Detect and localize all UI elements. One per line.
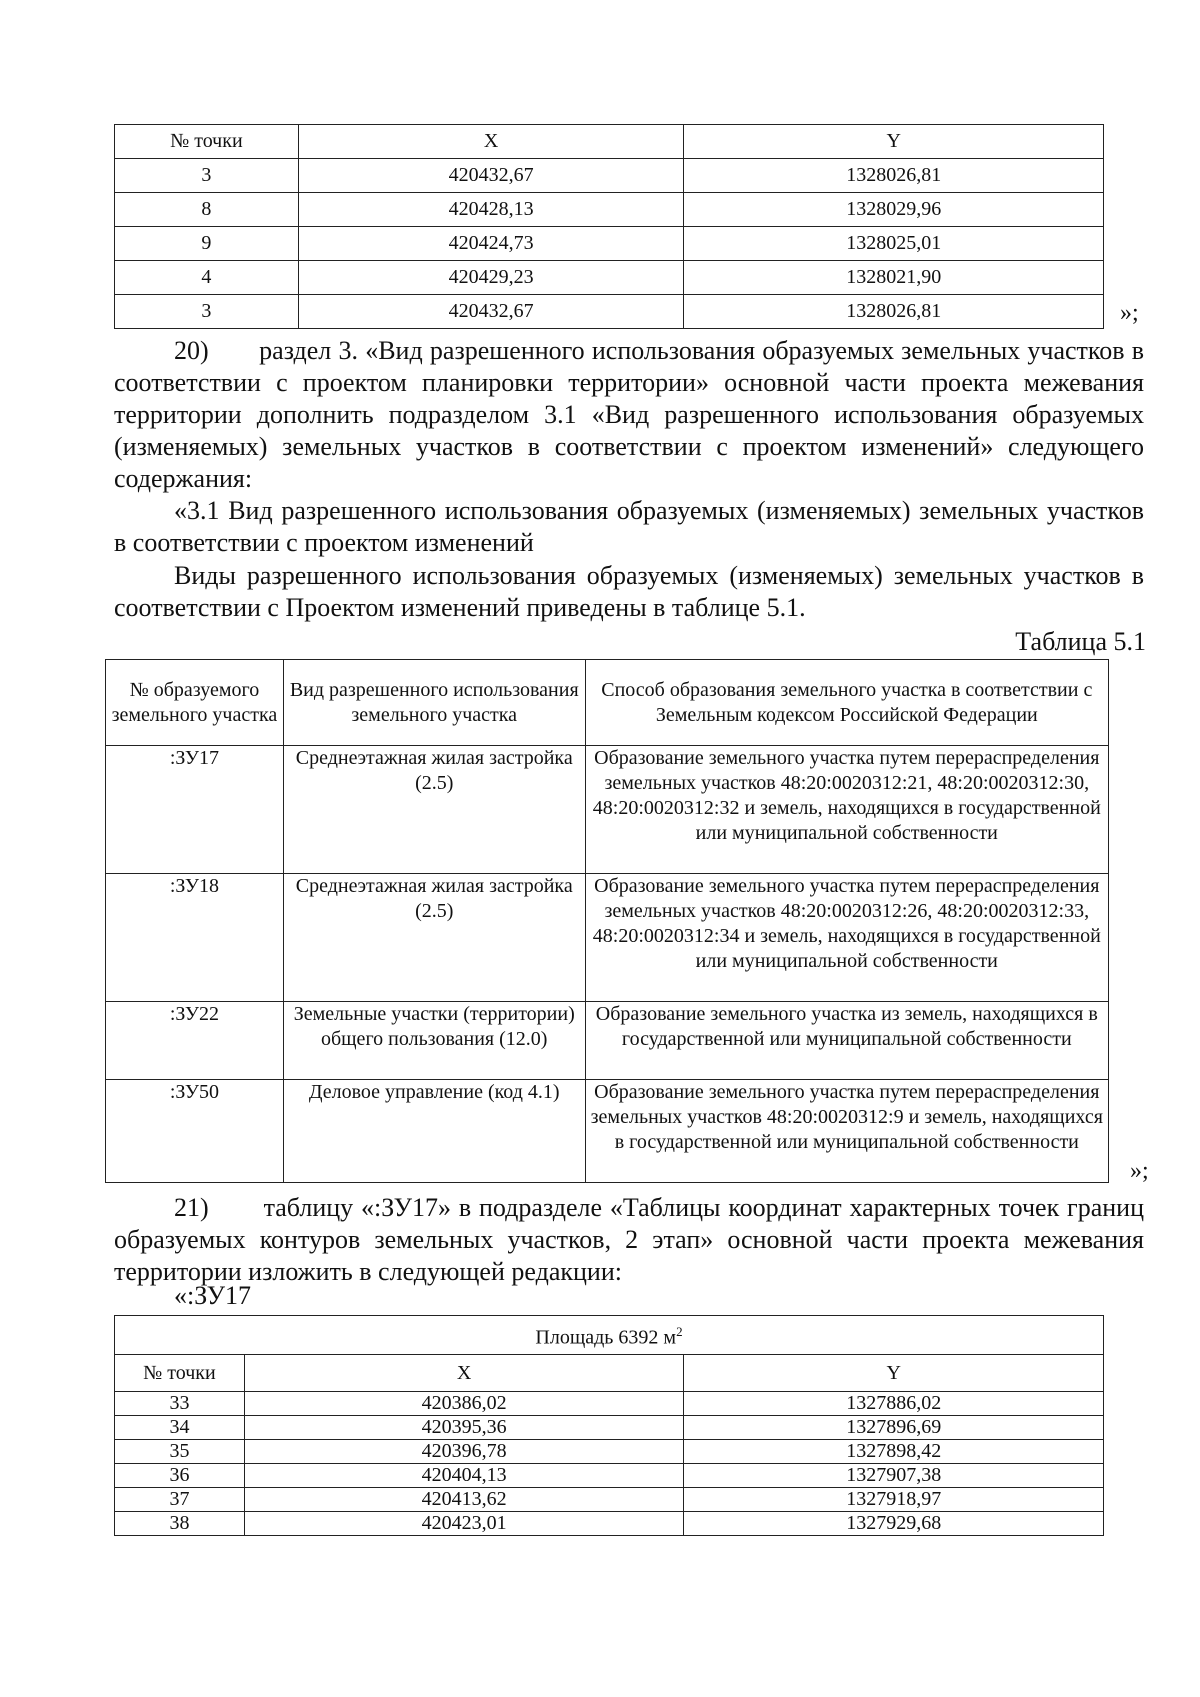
x-value: 420423,01: [244, 1512, 684, 1536]
y-value: 1328026,81: [684, 295, 1104, 329]
header-y: Y: [684, 125, 1104, 159]
header-plot-number: № образуемого земельного участка: [106, 660, 284, 746]
table1-closing-quote: »;: [1120, 300, 1139, 326]
y-value: 1327886,02: [684, 1392, 1104, 1416]
y-value: 1327896,69: [684, 1416, 1104, 1440]
paragraph-20: 20) раздел 3. «Вид разрешенного использования образуемых земельных участков в соответствии с проектом планировки территории» основной части проекта межевания территории дополнить подразделом 3.1 «Вид разрешенного использования образуемых (изменяемых) земельных участков в соответствии с проектом изменений» следующего содержания:: [114, 336, 1144, 493]
header-x: X: [244, 1355, 684, 1392]
y-value: 1328029,96: [684, 193, 1104, 227]
header-permitted-use: Вид разрешенного использования земельного участка: [283, 660, 585, 746]
point-number: 33: [115, 1392, 245, 1416]
table-row: [115, 295, 1104, 329]
land-use-table: [105, 659, 1109, 1183]
x-value: 420424,73: [298, 227, 684, 261]
table-row: [115, 1392, 1104, 1416]
x-value: 420432,67: [298, 295, 684, 329]
x-value: 420428,13: [298, 193, 684, 227]
y-value: 1327929,68: [684, 1512, 1104, 1536]
header-y: Y: [684, 1355, 1104, 1392]
point-number: 38: [115, 1512, 245, 1536]
table-row: [115, 1416, 1104, 1440]
table-row: [115, 1464, 1104, 1488]
point-number: 3: [115, 295, 299, 329]
permitted-use: Земельные участки (территории) общего пользования (12.0): [283, 1002, 585, 1080]
y-value: 1328025,01: [684, 227, 1104, 261]
point-number: 4: [115, 261, 299, 295]
point-number: 35: [115, 1440, 245, 1464]
x-value: 420396,78: [244, 1440, 684, 1464]
y-value: 1327907,38: [684, 1464, 1104, 1488]
table-row: [106, 874, 1109, 1002]
table-row: [115, 159, 1104, 193]
formation-method: Образование земельного участка из земель, находящихся в государственной или муниципальной собственности: [585, 1002, 1108, 1080]
formation-method: Образование земельного участка путем перераспределения земельных участков 48:20:0020312:21, 48:20:0020312:30, 48:20:0020312:32 и земель, находящихся в государственной или муниципальной собственности: [585, 746, 1108, 874]
area-unit-superscript: 2: [676, 1324, 683, 1340]
point-number: 36: [115, 1464, 245, 1488]
table-row: [115, 261, 1104, 295]
point-number: 8: [115, 193, 299, 227]
x-value: 420395,36: [244, 1416, 684, 1440]
header-point-number: № точки: [115, 125, 299, 159]
point-number: 37: [115, 1488, 245, 1512]
zu17-label: «:ЗУ17: [174, 1281, 252, 1310]
table-row: [115, 1488, 1104, 1512]
table-header-row: [115, 1355, 1104, 1392]
x-value: 420404,13: [244, 1464, 684, 1488]
zu17-coordinates-table: [114, 1315, 1104, 1536]
permitted-use: Среднеэтажная жилая застройка (2.5): [283, 746, 585, 874]
x-value: 420386,02: [244, 1392, 684, 1416]
y-value: 1328026,81: [684, 159, 1104, 193]
table-row: [115, 1440, 1104, 1464]
formation-method: Образование земельного участка путем перераспределения земельных участков 48:20:0020312:9 и земель, находящихся в государственной или муниципальной собственности: [585, 1080, 1108, 1183]
table-caption: Таблица 5.1: [1015, 627, 1146, 656]
area-text: Площадь 6392 м: [535, 1326, 677, 1349]
plot-number: :ЗУ17: [106, 746, 284, 874]
table-row: [106, 746, 1109, 874]
header-formation-method: Способ образования земельного участка в соответствии с Земельным кодексом Российской Федерации: [585, 660, 1108, 746]
permitted-use: Среднеэтажная жилая застройка (2.5): [283, 874, 585, 1002]
paragraph-views: Виды разрешенного использования образуемых (изменяемых) земельных участков в соответствии с Проектом изменений приведены в таблице 5.1.: [114, 561, 1144, 622]
header-x: X: [298, 125, 684, 159]
table-row: [115, 1512, 1104, 1536]
point-number: 9: [115, 227, 299, 261]
x-value: 420429,23: [298, 261, 684, 295]
table-row: [115, 193, 1104, 227]
area-cell: [115, 1316, 1104, 1355]
plot-number: :ЗУ22: [106, 1002, 284, 1080]
table-header-row: [106, 660, 1109, 746]
table-row: [115, 227, 1104, 261]
x-value: 420413,62: [244, 1488, 684, 1512]
area-row: [115, 1316, 1104, 1355]
paragraph-3-1-heading: «3.1 Вид разрешенного использования образуемых (изменяемых) земельных участков в соответствии с проектом изменений: [114, 496, 1144, 557]
point-number: 34: [115, 1416, 245, 1440]
paragraph-21: 21) таблицу «:ЗУ17» в подразделе «Таблицы координат характерных точек границ образуемых контуров земельных участков, 2 этап» основной части проекта межевания территории изложить в следующей редакции:: [114, 1193, 1144, 1286]
coordinates-table-1: [114, 124, 1104, 329]
y-value: 1327898,42: [684, 1440, 1104, 1464]
formation-method: Образование земельного участка путем перераспределения земельных участков 48:20:0020312:26, 48:20:0020312:33, 48:20:0020312:34 и земель, находящихся в государственной или муниципальной собственности: [585, 874, 1108, 1002]
permitted-use: Деловое управление (код 4.1): [283, 1080, 585, 1183]
point-number: 3: [115, 159, 299, 193]
y-value: 1328021,90: [684, 261, 1104, 295]
y-value: 1327918,97: [684, 1488, 1104, 1512]
x-value: 420432,67: [298, 159, 684, 193]
header-point-number: № точки: [115, 1355, 245, 1392]
plot-number: :ЗУ18: [106, 874, 284, 1002]
table2-closing-quote: »;: [1130, 1158, 1149, 1184]
plot-number: :ЗУ50: [106, 1080, 284, 1183]
table-header-row: [115, 125, 1104, 159]
table-row: [106, 1002, 1109, 1080]
table-row: [106, 1080, 1109, 1183]
